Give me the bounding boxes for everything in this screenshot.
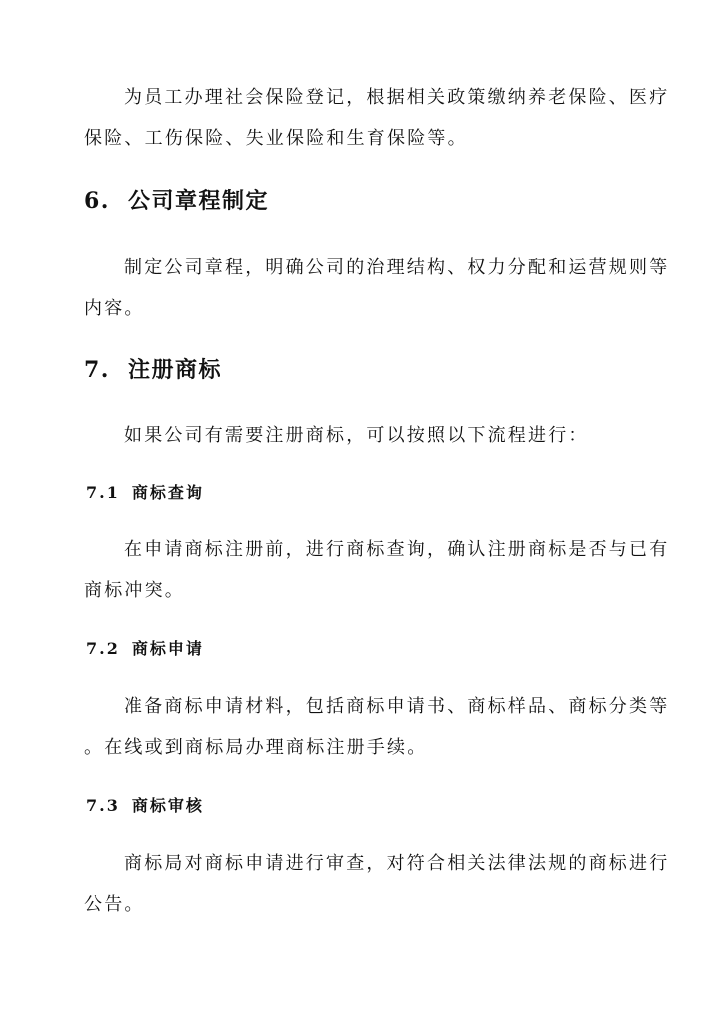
subsection-7-2-paragraph-line-2: 。在线或到商标局办理商标注册手续。: [84, 737, 428, 758]
subsection-7-1-number: 7.1: [86, 483, 120, 502]
section-7-intro: 如果公司有需要注册商标，可以按照以下流程进行：: [124, 425, 589, 446]
section-6-title: 公司章程制定: [127, 188, 269, 214]
subsection-7-3-number: 7.3: [86, 796, 120, 815]
subsection-7-3-paragraph-line-2: 公告。: [84, 894, 145, 915]
subsection-7-2-title: 商标申请: [131, 639, 204, 658]
subsection-7-1-title: 商标查询: [131, 483, 204, 502]
section-7-number: 7.: [84, 357, 110, 383]
subsection-7-2-number: 7.2: [86, 639, 120, 658]
section-7-heading: [84, 359, 222, 381]
subsection-7-3-heading: [86, 798, 204, 814]
subsection-7-2-paragraph-line-1: 准备商标申请材料，包括商标申请书、商标样品、商标分类等: [124, 696, 670, 717]
subsection-7-3-paragraph-line-1: 商标局对商标申请进行审查，对符合相关法律法规的商标进行: [124, 853, 670, 874]
subsection-7-3-title: 商标审核: [131, 796, 204, 815]
intro-paragraph-line-1: 为员工办理社会保险登记，根据相关政策缴纳养老保险、医疗: [124, 87, 670, 108]
section-6-paragraph-line-2: 内容。: [84, 298, 145, 319]
subsection-7-1-paragraph-line-2: 商标冲突。: [84, 580, 185, 601]
intro-paragraph-line-2: 保险、工伤保险、失业保险和生育保险等。: [84, 128, 468, 149]
subsection-7-2-heading: [86, 641, 204, 657]
section-6-heading: [84, 190, 269, 212]
section-6-number: 6.: [84, 188, 110, 214]
subsection-7-1-paragraph-line-1: 在申请商标注册前，进行商标查询，确认注册商标是否与已有: [124, 539, 670, 560]
section-6-paragraph-line-1: 制定公司章程，明确公司的治理结构、权力分配和运营规则等: [124, 257, 670, 278]
section-7-title: 注册商标: [127, 357, 222, 383]
subsection-7-1-heading: [86, 485, 204, 501]
